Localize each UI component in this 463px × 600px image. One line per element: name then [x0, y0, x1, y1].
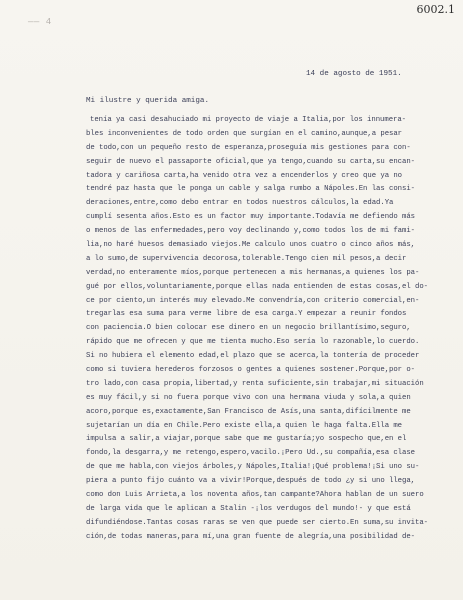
- archive-code: 6002.1: [416, 3, 455, 16]
- letter-line: tro lado,con casa propia,libertad,y renta suficiente,sin trabajar,mi situación: [86, 379, 424, 388]
- letter-line: piera a punto fijo cuánto va a vivir!Porque,después de todo ¿y si uno llega,: [86, 477, 415, 486]
- letter-line: tregarlas esa suma para verme libre de esa carga.Y empezar a reunir fondos: [86, 310, 407, 319]
- letter-line: tadora y cariñosa carta,ha venido otra vez a encenderlos y creo que ya no: [86, 171, 403, 180]
- letter-line: verdad,no enteramente míos,porque pertenecen a mis hermanas,a quienes los pa-: [86, 268, 420, 277]
- corner-mark: —— 4: [28, 17, 52, 27]
- letter-line: tenía ya casi desahuciado mi proyecto de viaje a Italia,por los innumera-: [90, 116, 407, 124]
- letter-line: impulsa a salir,a viajar,porque sabe que me gustaría;yo sospecho que,en el: [86, 435, 407, 444]
- letter-line: de todo,con un pequeño resto de esperanza,proseguía mis gestiones para con-: [86, 143, 411, 152]
- letter-line: es muy fácil,y si no fuera porque vivo con una hermana viuda y sola,a quien: [86, 393, 411, 402]
- letter-line: acoro,porque es,exactamente,San Francisco de Asís,una santa,difícilmente me: [86, 407, 411, 416]
- letter-line: cumplí sesenta años.Esto es un factor muy importante.Todavía me defiendo más: [86, 213, 415, 222]
- letter-line: bles inconvenientes de todo orden que surgían en el camino,aunque,a pesar: [86, 129, 403, 138]
- letter-line: lia,no haré huesos demasiado viejos.Me calculo unos cuatro o cinco años más,: [86, 241, 415, 250]
- letter-date: 14 de agosto de 1951.: [306, 70, 402, 78]
- letter-line: rápido que me ofrecen y que me tienta mucho.Eso sería lo razonable,lo cuerdo.: [86, 338, 420, 347]
- letter-body: [86, 114, 446, 545]
- letter-line: gué por ellos,voluntariamente,porque ellas nada entienden de estas cosas,el do-: [86, 282, 428, 291]
- letter-line: fondo,la desgarra,y me retengo,espero,vacilo.¡Pero Ud.,su compañía,esa clase: [86, 449, 415, 458]
- letter-line: tendré paz hasta que le ponga un cable y salga rumbo a Nápoles.En las consi-: [86, 185, 415, 194]
- letter-line: ce por ciento,un interés muy elevado.Me convendría,con criterio comercial,en-: [86, 296, 420, 305]
- letter-line: o menos de las enfermedades,pero voy declinando y,como todos los de mi fami-: [86, 227, 415, 236]
- letter-salutation: Mi ilustre y querida amiga.: [86, 97, 210, 105]
- letter-line: como don Luis Arrieta,a los noventa años,tan campante?Ahora hablan de un suero: [86, 491, 424, 500]
- letter-line: Si no hubiera el elemento edad,el plazo que se acerca,la tontería de proceder: [86, 352, 420, 361]
- letter-line: de larga vida que le aplican a Stalin -¡los verdugos del mundo!- y que está: [86, 504, 411, 513]
- letter-line: sujetarían un día en Chile.Pero existe ella,a quien le haga falta.Ella me: [86, 421, 403, 430]
- letter-line: seguir de nuevo el passaporte oficial,que ya tengo,cuando su carta,su encan-: [86, 157, 415, 166]
- letter-line: de que me habla,con viejos árboles,y Nápoles,Italia!¡Qué problema!¡Si uno su-: [86, 463, 420, 472]
- letter-line: con paciencia.O bien colocar ese dinero en un negocio brillantísimo,seguro,: [86, 324, 411, 333]
- letter-line: como si tuviera herederos forzosos o gentes a quienes sostener.Porque,por o-: [86, 366, 415, 375]
- letter-line: a lo sumo,de supervivencia decorosa,tolerable.Tengo cien mil pesos,a decir: [86, 254, 407, 263]
- letter-line: difundiéndose.Tantas cosas raras se ven que puede ser cierto.En suma,su invita-: [86, 518, 428, 527]
- letter-line: ción,de todas maneras,para mí,una gran fuente de alegría,una posibilidad de-: [86, 532, 415, 541]
- letter-line: deraciones,entre,como debo entrar en todos nuestros cálculos,la edad.Ya: [86, 199, 394, 208]
